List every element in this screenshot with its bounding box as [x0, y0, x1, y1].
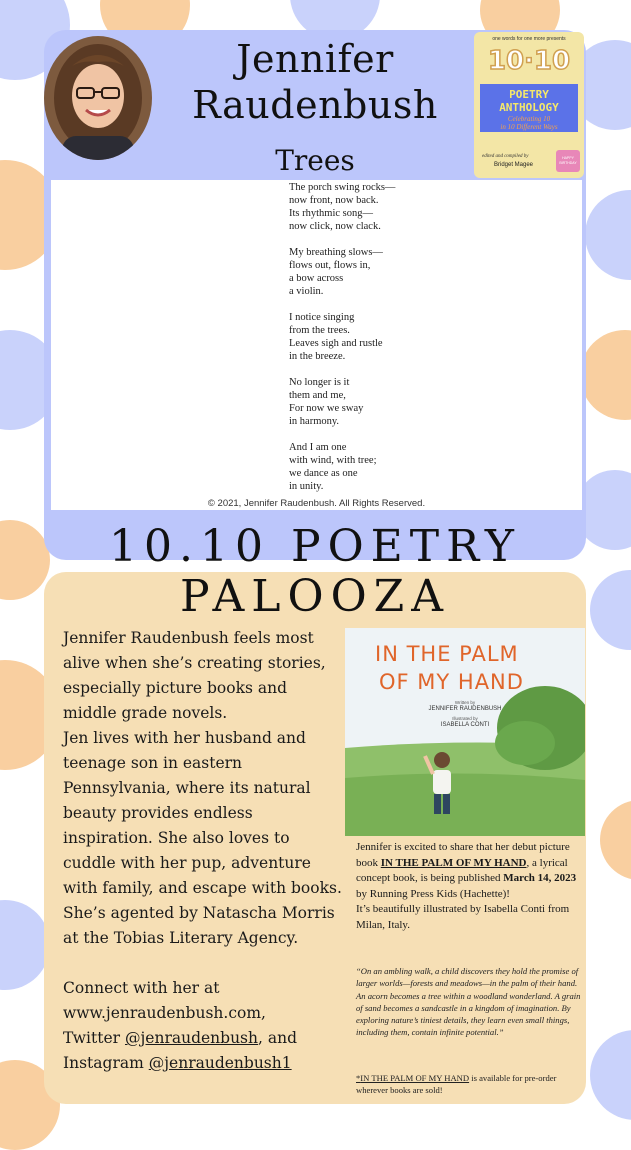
author-bio [63, 626, 343, 1076]
author-last-name: Raudenbush [192, 83, 438, 127]
anthology-editor-name: Bridget Magee [494, 162, 534, 168]
background-dot [590, 570, 631, 650]
twitter-suffix: , and [258, 1029, 297, 1047]
poem-title: Trees [275, 144, 355, 177]
twitter-prefix: Twitter [63, 1029, 125, 1047]
author-name [170, 36, 460, 128]
blurb-mid: , a lyrical concept book, is being published [356, 856, 568, 884]
background-dot [590, 1030, 631, 1120]
event-title [40, 522, 590, 622]
poem-stanza-2: My breathing slows— flows out, flows in, a bow across a violin. [289, 247, 383, 297]
book-cover-illustrated-by: Illustrated by [452, 716, 478, 721]
author-first-name: Jennifer [236, 37, 394, 81]
instagram-line [63, 1051, 343, 1076]
blurb-intro: Jennifer is excited to share that her debut picture book [356, 841, 570, 869]
bio-paragraph-3: She’s agented by Natascha Morris at the Tobias Literary Agency. [63, 904, 335, 947]
blurb-tail: by Running Press Kids (Hachette)! [356, 887, 510, 900]
event-title-line-1: 10.10 POETRY [109, 521, 521, 572]
preorder-text: is available for pre-order wherever books are sold! [356, 1073, 557, 1096]
poem-stanza-5: And I am one with wind, with tree; we dance as one in unity. [289, 442, 377, 492]
anthology-subtitle-2: in 10 Different Ways [500, 123, 558, 131]
anthology-tagline: one words for one more presents [492, 36, 566, 42]
anthology-subtitle-1: Celebrating 10 [507, 115, 551, 123]
poem-stanza-4: No longer is it them and me, For now we sway in harmony. [289, 377, 364, 427]
blurb-book-title: IN THE PALM OF MY HAND [380, 856, 527, 869]
preorder-star: * [356, 1073, 361, 1083]
poem-stanza-1: The porch swing rocks— now front, now back. Its rhythmic song— now click, now clack. [289, 182, 396, 232]
birthday-cake-text: HAPPY BIRTHDAY [559, 156, 577, 165]
background-dot [580, 330, 631, 420]
instagram-link[interactable]: @jenraudenbush1 [148, 1054, 292, 1072]
book-cover-title-1: IN THE PALM [375, 642, 519, 666]
website-link[interactable]: www.jenraudenbush.com, [63, 1004, 266, 1022]
book-cover-written-by: Written by [454, 700, 476, 705]
book-description-quote: “On an ambling walk, a child discovers they hold the promise of larger worlds—forests and meadows—in the palm of their hand. An acorn becomes a tree within a woodland wonderland. A grain of sand becomes a sandcastle in a kingdom of imagination. By exploring nature’s tiniest details, they learn even small things, including them, contain infinite potential.” [356, 966, 581, 1038]
instagram-prefix: Instagram [63, 1054, 149, 1072]
event-title-line-2: PALOOZA [179, 571, 451, 622]
anthology-title-1: POETRY [509, 88, 549, 101]
twitter-line [63, 1026, 343, 1051]
blurb-date: March 14, 2023 [503, 872, 577, 884]
preorder-book-title: IN THE PALM OF MY HAND [360, 1073, 470, 1083]
twitter-link[interactable]: @jenraudenbush [124, 1029, 258, 1047]
anthology-number: 10·10 [487, 46, 571, 76]
author-photo [44, 36, 152, 160]
connect-line: Connect with her at [63, 979, 220, 997]
bio-spacer [63, 951, 343, 976]
poem-copyright: © 2021, Jennifer Raudenbush. All Rights Reserved. [207, 498, 426, 509]
background-dot [0, 900, 50, 990]
book-cover [345, 628, 585, 836]
author-portrait-image [44, 36, 152, 160]
book-announcement [356, 840, 581, 933]
poem-stanza-3: I notice singing from the trees. Leaves sigh and rustle in the breeze. [289, 312, 383, 362]
preorder-note [356, 1072, 584, 1097]
anthology-editor-label: edited and compiled by [482, 154, 529, 159]
background-dot [600, 800, 631, 880]
anthology-cover [474, 32, 584, 178]
anthology-title-2: ANTHOLOGY [499, 101, 559, 114]
background-dot [585, 190, 631, 280]
bio-paragraph-1: Jennifer Raudenbush feels most alive when she’s creating stories, especially picture books and middle grade novels. [63, 629, 326, 722]
book-cover-author: JENNIFER RAUDENBUSH [428, 706, 502, 712]
blurb-illustrated: It’s beautifully illustrated by Isabella Conti from Milan, Italy. [356, 903, 570, 931]
book-cover-illustrator: ISABELLA CONTI [440, 722, 490, 728]
bio-paragraph-2: Jen lives with her husband and teenage son in eastern Pennsylvania, where its natural beauty provides endless inspiration. She also loves to cuddle with her pup, adventure with family, and escape with books. [63, 729, 342, 897]
book-cover-title-2: OF MY HAND [379, 670, 524, 694]
poem-text [289, 181, 489, 506]
